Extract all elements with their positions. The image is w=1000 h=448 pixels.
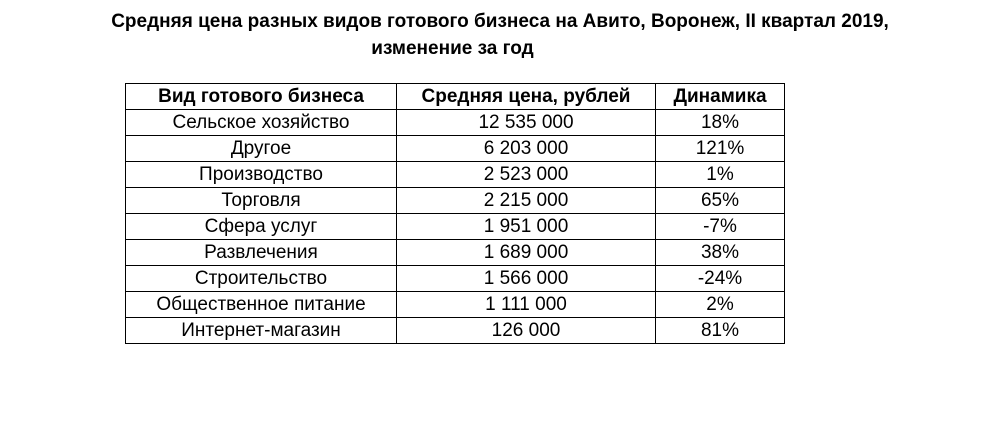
table-row: [126, 214, 785, 240]
table-row: [126, 266, 785, 292]
cell-business-type: Строительство: [126, 266, 397, 292]
cell-business-type: Сельское хозяйство: [126, 110, 397, 136]
cell-business-type: Производство: [126, 162, 397, 188]
cell-dynamics: 65%: [656, 188, 785, 214]
cell-business-type: Развлечения: [126, 240, 397, 266]
cell-dynamics: 121%: [656, 136, 785, 162]
page-title: [0, 8, 1000, 62]
cell-business-type: Интернет-магазин: [126, 318, 397, 344]
cell-dynamics: -7%: [656, 214, 785, 240]
cell-average-price: 1 111 000: [397, 292, 656, 318]
cell-dynamics: 81%: [656, 318, 785, 344]
table-header-row: [126, 84, 785, 110]
header-average-price: Средняя цена, рублей: [397, 84, 656, 110]
price-table: [125, 83, 785, 344]
header-business-type: Вид готового бизнеса: [126, 84, 397, 110]
table-row: [126, 136, 785, 162]
cell-average-price: 1 951 000: [397, 214, 656, 240]
table-row: [126, 188, 785, 214]
cell-business-type: Другое: [126, 136, 397, 162]
cell-average-price: 1 566 000: [397, 266, 656, 292]
cell-average-price: 2 523 000: [397, 162, 656, 188]
header-dynamics: Динамика: [656, 84, 785, 110]
cell-average-price: 12 535 000: [397, 110, 656, 136]
table-row: [126, 240, 785, 266]
cell-dynamics: -24%: [656, 266, 785, 292]
cell-business-type: Сфера услуг: [126, 214, 397, 240]
table-row: [126, 162, 785, 188]
cell-average-price: 6 203 000: [397, 136, 656, 162]
cell-business-type: Общественное питание: [126, 292, 397, 318]
table-row: [126, 318, 785, 344]
cell-dynamics: 38%: [656, 240, 785, 266]
title-line-2: изменение за год: [371, 38, 534, 59]
cell-dynamics: 1%: [656, 162, 785, 188]
title-line-1: Средняя цена разных видов готового бизнеса на Авито, Воронеж, II квартал 2019,: [111, 11, 889, 32]
cell-dynamics: 2%: [656, 292, 785, 318]
cell-average-price: 1 689 000: [397, 240, 656, 266]
table-row: [126, 292, 785, 318]
cell-dynamics: 18%: [656, 110, 785, 136]
table-row: [126, 110, 785, 136]
cell-average-price: 126 000: [397, 318, 656, 344]
cell-business-type: Торговля: [126, 188, 397, 214]
cell-average-price: 2 215 000: [397, 188, 656, 214]
